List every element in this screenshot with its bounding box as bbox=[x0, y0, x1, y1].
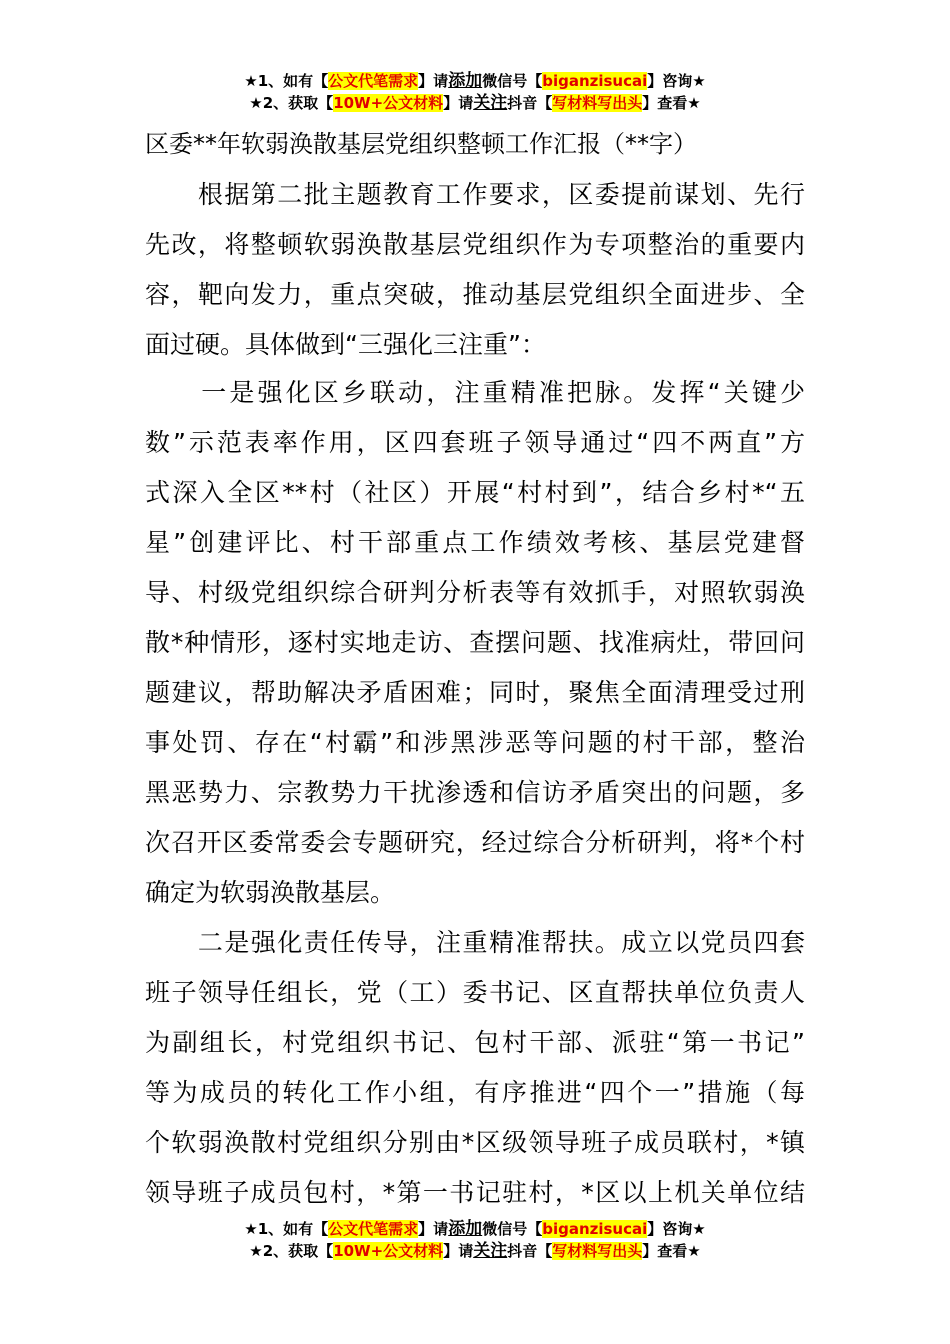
banner-text: 】请 bbox=[418, 1220, 449, 1238]
banner-text: 微信号【 bbox=[482, 72, 543, 90]
banner-text: 】请 bbox=[443, 1242, 474, 1260]
banner-underlined: 添加 bbox=[448, 71, 483, 91]
paragraph-line: 散*种情形，逐村实地走访、查摆问题、找准病灶，带回问 bbox=[145, 628, 805, 657]
banner-text: ★1、如有【 bbox=[244, 72, 329, 90]
banner-underlined: 关注 bbox=[473, 1241, 508, 1261]
banner-text: 】咨询★ bbox=[647, 1220, 706, 1238]
paragraph-line: 二是强化责任传导，注重精准帮扶。成立以党员四套 bbox=[145, 928, 805, 957]
header-banner bbox=[0, 70, 950, 114]
banner-text: 微信号【 bbox=[482, 1220, 543, 1238]
paragraph-line: 先改，将整顿软弱涣散基层党组织作为专项整治的重要内 bbox=[145, 230, 805, 259]
paragraph-line: 黑恶势力、宗教势力干扰渗透和信访矛盾突出的问题，多 bbox=[145, 778, 805, 807]
banner-text: 】查看★ bbox=[642, 94, 701, 112]
footer-banner bbox=[0, 1218, 950, 1262]
banner-text: ★1、如有【 bbox=[244, 1220, 329, 1238]
banner-highlight: biganzisucai bbox=[542, 1220, 648, 1238]
banner-highlight: 写材料写出头 bbox=[552, 1242, 643, 1260]
document-title: 区委**年软弱涣散基层党组织整顿工作汇报（**字） bbox=[145, 130, 697, 158]
banner-line-1 bbox=[0, 70, 950, 92]
banner-line-2 bbox=[0, 1240, 950, 1262]
paragraph-line: 事处罚、存在“村霸”和涉黑涉恶等问题的村干部，整治 bbox=[145, 728, 805, 757]
banner-line-1 bbox=[0, 1218, 950, 1240]
paragraph-line: 根据第二批主题教育工作要求，区委提前谋划、先行 bbox=[145, 180, 805, 209]
banner-text: 】请 bbox=[418, 72, 449, 90]
paragraph-line: 班子领导任组长，党（工）委书记、区直帮扶单位负责人 bbox=[145, 978, 805, 1007]
banner-highlight: 公文代笔需求 bbox=[328, 1220, 419, 1238]
banner-highlight: 10W+公文材料 bbox=[333, 1242, 444, 1260]
paragraph-line: 式深入全区**村（社区）开展“村村到”，结合乡村*“五 bbox=[145, 478, 805, 507]
paragraph-line: 领导班子成员包村，*第一书记驻村，*区以上机关单位结 bbox=[145, 1178, 805, 1207]
banner-text: 抖音【 bbox=[507, 1242, 553, 1260]
paragraph-line: 数”示范表率作用，区四套班子领导通过“四不两直”方 bbox=[145, 428, 805, 457]
banner-line-2 bbox=[0, 92, 950, 114]
banner-text: 】查看★ bbox=[642, 1242, 701, 1260]
paragraph-line: 星”创建评比、村干部重点工作绩效考核、基层党建督 bbox=[145, 528, 805, 557]
banner-highlight: 10W+公文材料 bbox=[333, 94, 444, 112]
banner-text: 】咨询★ bbox=[647, 72, 706, 90]
paragraph-first-point bbox=[145, 368, 805, 918]
banner-highlight: 公文代笔需求 bbox=[328, 72, 419, 90]
banner-highlight: biganzisucai bbox=[542, 72, 648, 90]
paragraph-line: 面过硬。具体做到“三强化三注重”： bbox=[145, 330, 546, 359]
paragraph-line: 容，靶向发力，重点突破，推动基层党组织全面进步、全 bbox=[145, 280, 805, 309]
paragraph-line: 导、村级党组织综合研判分析表等有效抓手，对照软弱涣 bbox=[145, 578, 805, 607]
banner-underlined: 关注 bbox=[473, 93, 508, 113]
banner-text: 抖音【 bbox=[507, 94, 553, 112]
paragraph-line: 确定为软弱涣散基层。 bbox=[145, 878, 396, 907]
banner-text: ★2、获取【 bbox=[249, 94, 334, 112]
paragraph-line: 为副组长，村党组织书记、包村干部、派驻“第一书记” bbox=[145, 1028, 805, 1057]
paragraph-line: 一是强化区乡联动，注重精准把脉。发挥“关键少 bbox=[145, 378, 805, 407]
paragraph-intro bbox=[145, 170, 805, 370]
paragraph-line: 个软弱涣散村党组织分别由*区级领导班子成员联村，*镇 bbox=[145, 1128, 805, 1157]
banner-text: 】请 bbox=[443, 94, 474, 112]
paragraph-line: 等为成员的转化工作小组，有序推进“四个一”措施（每 bbox=[145, 1078, 805, 1107]
banner-highlight: 写材料写出头 bbox=[552, 94, 643, 112]
paragraph-second-point bbox=[145, 918, 805, 1218]
paragraph-line: 题建议，帮助解决矛盾困难；同时，聚焦全面清理受过刑 bbox=[145, 678, 805, 707]
banner-text: ★2、获取【 bbox=[249, 1242, 334, 1260]
banner-underlined: 添加 bbox=[448, 1219, 483, 1239]
paragraph-line: 次召开区委常委会专题研究，经过综合分析研判，将*个村 bbox=[145, 828, 805, 857]
